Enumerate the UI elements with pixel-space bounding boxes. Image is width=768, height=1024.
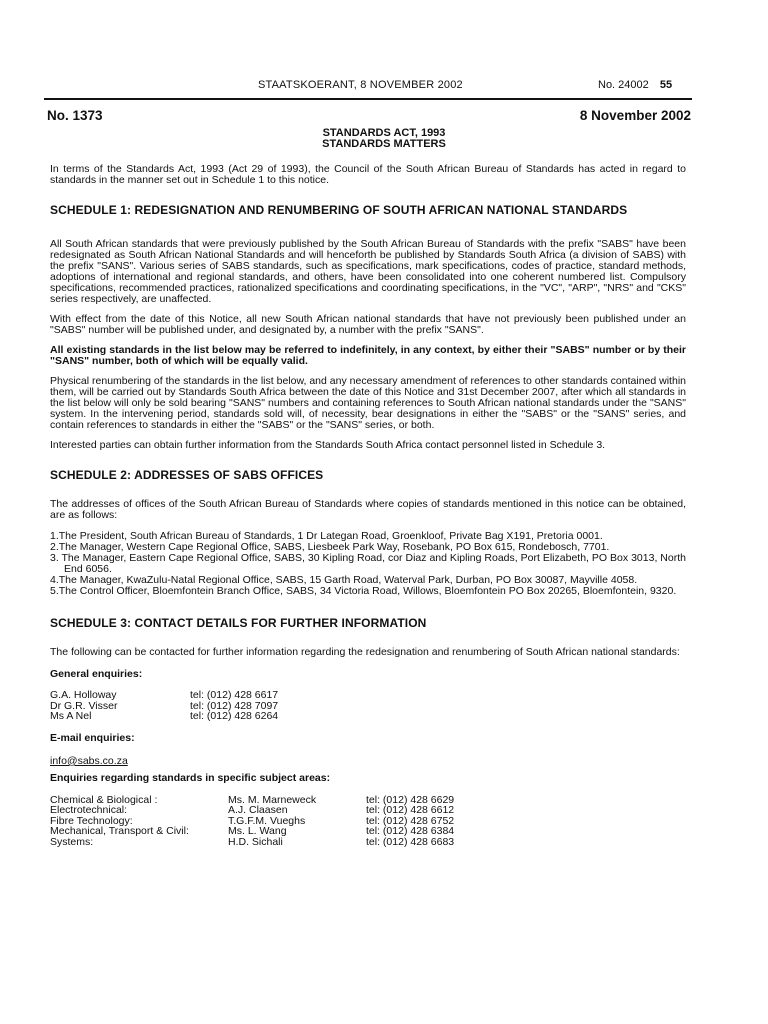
schedule1-paragraph-1: All South African standards that were previously published by the South African Bureau of Standards with the prefix "SABS" have been redesignated as South African National Standards and will henceforth be published by Standards South Africa (a division of SABS) with the prefix "SANS". Various series of SABS standards, such as specifications, mark specifications, codes of practice, standard methods, adoptions of international and regional standards, and others, have been consolidated into one coherent numbered list. Compulsory specifications, recommended practices, rationalized specifications and coordinating specifications, in the "VC", "ARP", "NRS" and "CKS" series respectively, are unaffected. <box>50 237 686 305</box>
page-number: 55 <box>659 79 673 91</box>
address-item: 2.The Manager, Western Cape Regional Office, SABS, Liesbeek Park Way, Rosebank, PO Box 615, Rondebosch, 7701. <box>50 540 610 553</box>
gazette-title: STAATSKOERANT, 8 NOVEMBER 2002 <box>258 79 463 91</box>
schedule1-paragraph-5: Interested parties can obtain further information from the Standards South Africa contact personnel listed in Schedule 3. <box>50 438 606 451</box>
subject-enquiries-heading: Enquiries regarding standards in specific subject areas: <box>50 771 331 784</box>
header-rule <box>44 98 692 100</box>
contact-name: Ms. M. Marneweck <box>228 793 317 806</box>
notice-date: 8 November 2002 <box>579 108 691 123</box>
contact-name: T.G.F.M. Vueghs <box>228 814 306 827</box>
schedule2-heading: SCHEDULE 2: ADDRESSES OF SABS OFFICES <box>50 467 324 482</box>
contact-tel: tel: (012) 428 6683 <box>366 835 455 848</box>
contact-name: Ms. L. Wang <box>228 825 287 838</box>
subject-area: Systems: <box>50 835 94 848</box>
schedule3-intro: The following can be contacted for further information regarding the redesignation and renumbering of South African national standards: <box>50 646 680 659</box>
schedule1-paragraph-3: All existing standards in the list below may be referred to indefinitely, in any context, by either their "SABS" number or by their "SANS" number, both of which will be equally valid. <box>50 343 686 367</box>
notice-title-line2: STANDARDS MATTERS <box>322 138 446 150</box>
notice-title <box>0 128 768 150</box>
running-head <box>0 80 768 96</box>
contact-name: A.J. Claasen <box>228 804 288 817</box>
general-contacts-table <box>50 690 278 722</box>
table-row <box>50 837 454 848</box>
contact-tel: tel: (012) 428 6629 <box>366 793 455 806</box>
address-item: 1.The President, South African Bureau of Standards, 1 Dr Lategan Road, Groenkloof, Private Bag X191, Pretoria 0001. <box>50 529 603 542</box>
address-list <box>50 531 686 597</box>
address-item: 3. The Manager, Eastern Cape Regional Office, SABS, 30 Kipling Road, cor Diaz and Kipling Roads, Port Elizabeth, PO Box 3013, North End 6056. <box>50 551 686 575</box>
notice-body <box>50 164 686 847</box>
contact-name: Dr G.R. Visser <box>50 699 118 712</box>
issue-number: No. 24002 <box>598 79 649 91</box>
contact-name: H.D. Sichali <box>228 835 283 848</box>
schedule1-paragraph-2: With effect from the date of this Notice, all new South African national standards that have not previously been published under an "SABS" number will be published under, and designated by, a number with the prefix "SANS". <box>50 312 686 336</box>
schedule3-heading: SCHEDULE 3: CONTACT DETAILS FOR FURTHER INFORMATION <box>50 615 427 630</box>
contact-tel: tel: (012) 428 6617 <box>190 689 279 702</box>
subject-area: Electrotechnical: <box>50 804 128 817</box>
address-item: 4.The Manager, KwaZulu-Natal Regional Office, SABS, 15 Garth Road, Waterval Park, Durban, PO Box 30087, Mayville 4058. <box>50 573 638 586</box>
subject-area: Chemical & Biological : <box>50 793 158 806</box>
subject-contacts-table <box>50 795 454 848</box>
subject-area: Mechanical, Transport & Civil: <box>50 825 189 838</box>
notice-title-line1: STANDARDS ACT, 1993 <box>322 127 446 139</box>
contact-tel: tel: (012) 428 6264 <box>190 710 279 723</box>
general-enquiries-heading: General enquiries: <box>50 668 143 681</box>
contact-tel: tel: (012) 428 6384 <box>366 825 455 838</box>
notice-number: No. 1373 <box>47 108 103 123</box>
contact-tel: tel: (012) 428 7097 <box>190 699 279 712</box>
contact-tel: tel: (012) 428 6752 <box>366 814 455 827</box>
schedule1-paragraph-4: Physical renumbering of the standards in the list below, and any necessary amendment of references to other standards contained within them, will be carried out by Standards South Africa between the date of this Notice and 31st December 2007, after which all standards in the list below will only be sold bearing "SANS" numbers and containing references to South African national standards under the "SANS" system. In the intervening period, standards sold will, of necessity, bear designations in either the "SABS" or the "SANS" series, and contain references to standards in either the "SABS" or the "SANS" series, or both. <box>50 374 686 431</box>
contact-tel: tel: (012) 428 6612 <box>366 804 455 817</box>
schedule1-heading: SCHEDULE 1: REDESIGNATION AND RENUMBERING OF SOUTH AFRICAN NATIONAL STANDARDS <box>50 203 628 218</box>
issue-number-block <box>598 80 672 92</box>
table-row <box>50 711 278 722</box>
email-enquiries-heading: E-mail enquiries: <box>50 731 135 744</box>
contact-name: Ms A Nel <box>50 710 92 723</box>
schedule2-intro: The addresses of offices of the South African Bureau of Standards where copies of standards mentioned in this notice can be obtained, are as follows: <box>50 498 686 522</box>
subject-area: Fibre Technology: <box>50 814 133 827</box>
contact-name: G.A. Holloway <box>50 689 117 702</box>
intro-paragraph: In terms of the Standards Act, 1993 (Act 29 of 1993), the Council of the South African Bureau of Standards has acted in regard to standards in the manner set out in Schedule 1 to this notice. <box>50 163 686 187</box>
email-link[interactable]: info@sabs.co.za <box>50 754 128 767</box>
address-item: 5.The Control Officer, Bloemfontein Branch Office, SABS, 34 Victoria Road, Willows, Bloemfontein PO Box 20265, Bloemfontein, 9320. <box>50 584 677 597</box>
